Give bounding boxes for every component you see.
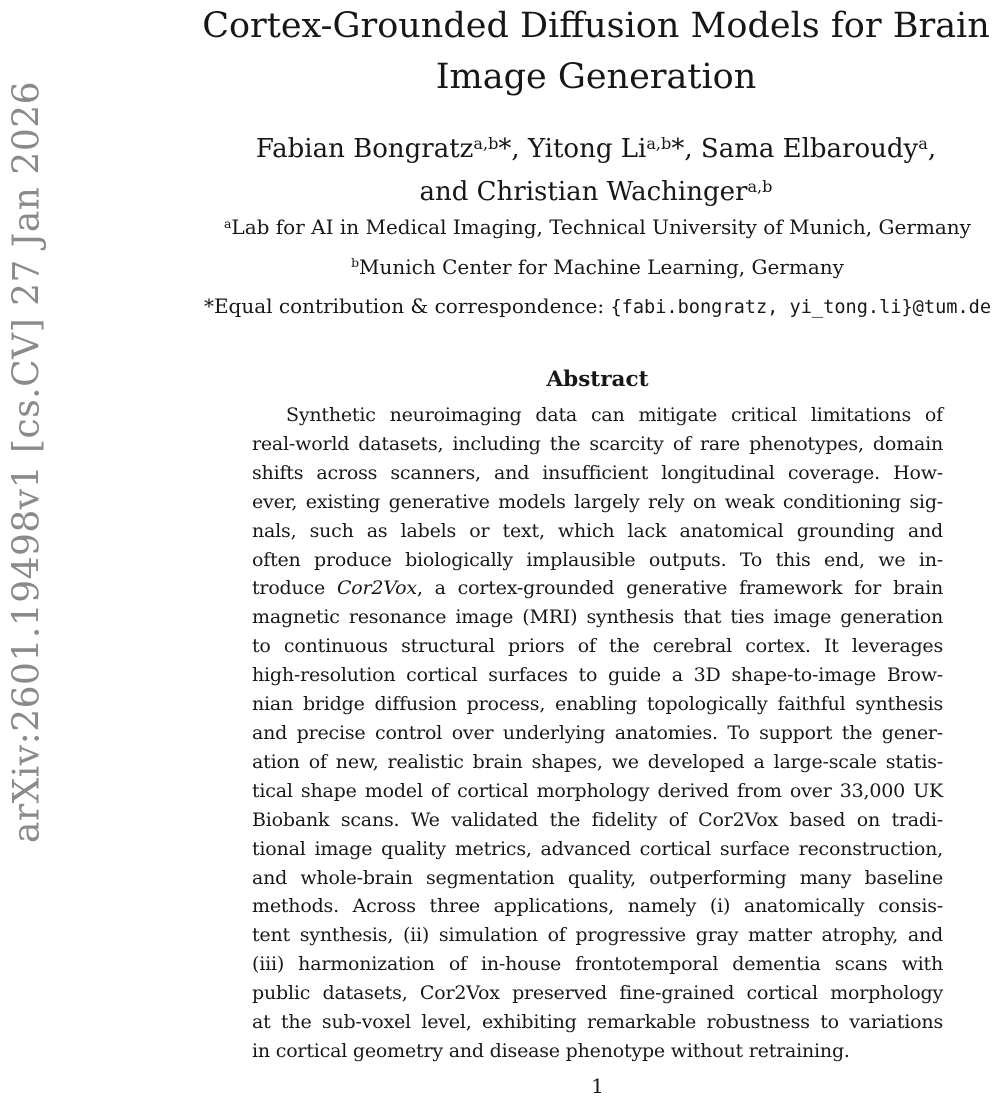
text-segment: shifts across scanners, and insufficient longitudinal coverage. How- [252,461,943,484]
abstract-line [252,546,943,575]
superscript-marker: a [224,215,232,231]
correspondence-note [190,288,1005,327]
abstract-line [252,401,943,430]
abstract-line [252,719,943,748]
text-segment: and precise control over underlying anatomies. To support the gener- [252,721,943,744]
text-segment: , [927,134,937,164]
text-segment: often produce biologically implausible outputs. To this end, we in- [252,548,943,571]
abstract-line [252,777,943,806]
abstract-body [252,401,943,1066]
abstract-line [252,950,943,979]
superscript-marker: a,b [747,176,773,196]
abstract-line [252,517,943,546]
text-segment: tent synthesis, (ii) simulation of progressive gray matter atrophy, and [252,924,943,947]
text-segment: Synthetic neuroimaging data can mitigate critical limitations of [286,404,943,426]
paper-title-line2: Image Generation [435,57,757,97]
abstract-line [252,979,943,1008]
author-list [187,129,1005,215]
abstract-line [252,921,943,950]
text-segment: in cortical geometry and disease phenotype without retraining. [252,1039,850,1062]
text-segment: , a cortex-grounded generative framework for brain [416,577,943,600]
abstract-line [252,690,943,719]
abstract-line [252,488,943,517]
text-segment: *Equal contribution & correspondence: [203,294,611,318]
paper-title-line1: Cortex-Grounded Diffusion Models for Brain [202,6,990,46]
abstract-line [252,661,943,690]
abstract-line [252,430,943,459]
abstract-heading: Abstract [546,367,649,392]
abstract-line [252,459,943,488]
text-segment: tical shape model of cortical morphology derived from over 33,000 UK [252,779,943,802]
text-segment: high-resolution cortical surfaces to guide a 3D shape-to-image Brow- [252,664,943,687]
text-segment: Munich Center for Machine Learning, Germany [359,254,844,279]
text-segment: to continuous structural priors of the cerebral cortex. It leverages [252,635,943,658]
abstract-line [252,892,943,921]
text-segment: and Christian Wachinger [419,177,748,207]
affiliations [190,209,1005,327]
text-segment: troduce [252,577,337,600]
text-segment: methods. Across three applications, namely (i) anatomically consis- [252,895,943,918]
text-segment: Biobank scans. We validated the fidelity of Cor2Vox based on tradi- [252,808,943,831]
abstract-line [252,835,943,864]
affiliation-b [190,249,1005,289]
text-segment: Lab for AI in Medical Imaging, Technical University of Munich, Germany [231,215,971,239]
text-segment: nals, such as labels or text, which lack anatomical grounding and [252,519,943,542]
text-segment: ation of new, realistic brain shapes, we developed a large-scale statis- [252,750,943,773]
superscript-marker: a,b [646,133,672,153]
text-segment: at the sub-voxel level, exhibiting remarkable robustness to variations [252,1011,943,1034]
abstract-line [252,574,943,603]
text-segment: ever, existing generative models largely rely on weak conditioning sig- [252,490,943,513]
text-segment: public datasets, Cor2Vox preserved fine-grained cortical morphology [252,982,943,1005]
abstract-line [252,748,943,777]
arxiv-watermark: arXiv:2601.19498v1 [cs.CV] 27 Jan 2026 [6,80,48,844]
abstract-line [252,864,943,893]
email-text: {fabi.bongratz, yi_tong.li}@tum.de [610,297,992,318]
text-segment: magnetic resonance image (MRI) synthesis that ties image generation [252,606,943,629]
affiliation-a [190,209,1005,249]
text-segment: nian bridge diffusion process, enabling topologically faithful synthesis [252,693,943,716]
page-number: 1 [591,1074,604,1098]
abstract-line [252,1008,943,1037]
text-segment: Fabian Bongratz [255,134,474,164]
paper-title [187,1,1005,103]
text-segment: *, Sama Elbaroudy [671,134,919,164]
text-segment: Cor2Vox [336,577,417,600]
text-segment: (iii) harmonization of in-house frontotemporal dementia scans with [252,953,943,976]
superscript-marker: a [918,133,928,153]
author-line-1 [187,129,1005,172]
text-segment: tional image quality metrics, advanced cortical surface reconstruction, [252,837,943,860]
abstract-line [252,806,943,835]
abstract-line [252,632,943,661]
superscript-marker: b [351,255,359,271]
text-segment: *, Yitong Li [498,134,647,164]
text-segment: real-world datasets, including the scarcity of rare phenotypes, domain [252,432,943,455]
text-segment: and whole-brain segmentation quality, outperforming many baseline [252,866,943,889]
abstract-line [252,603,943,632]
abstract-line [252,1037,943,1066]
superscript-marker: a,b [473,133,499,153]
